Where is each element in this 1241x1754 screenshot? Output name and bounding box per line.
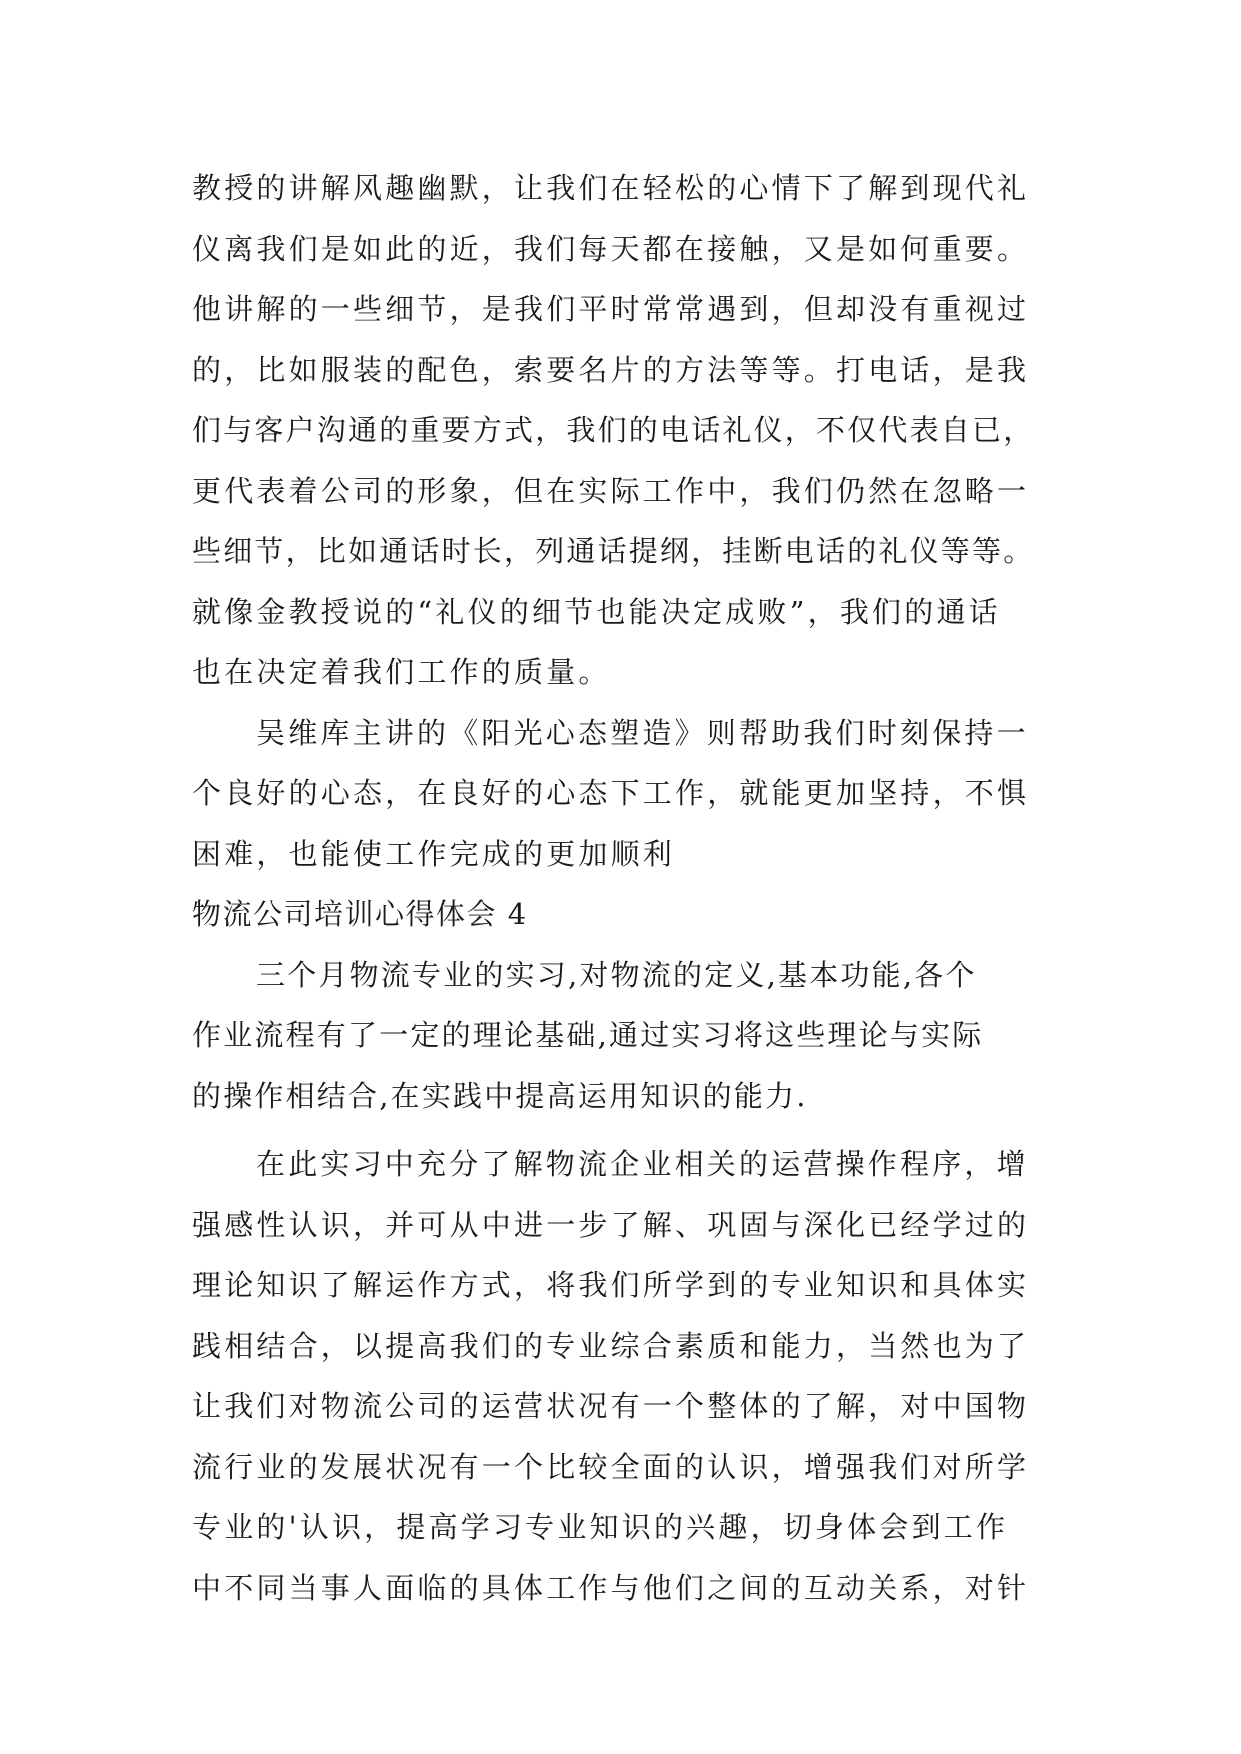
text-line: 中不同当事人面临的具体工作与他们之间的互动关系，对针	[192, 1570, 1030, 1605]
text-line: 他讲解的一些细节，是我们平时常常遇到，但却没有重视过	[192, 292, 1030, 326]
text-line: 强感性认识，并可从中进一步了解、巩固与深化已经学过的	[192, 1207, 1030, 1242]
section-heading	[192, 884, 1052, 945]
text-line: 也在决定着我们工作的质量。	[192, 655, 611, 689]
text-line: 更代表着公司的形象，但在实际工作中，我们仍然在忽略一	[192, 473, 1030, 508]
paragraph	[192, 703, 1052, 885]
text-line: 困难，也能使工作完成的更加顺利	[192, 836, 676, 871]
paragraph	[192, 1134, 1052, 1618]
text-line: 个良好的心态，在良好的心态下工作，就能更加坚持，不惧	[192, 776, 1030, 810]
text-line: 三个月物流专业的实习,对物流的定义,基本功能,各个	[256, 957, 977, 992]
paragraph	[192, 945, 1052, 1127]
document-body	[192, 158, 1052, 1618]
text-line: 就像金教授说的“礼仪的细节也能决定成败”，我们的通话	[192, 594, 1001, 629]
heading-text: 物流公司培训心得体会 4	[192, 897, 528, 931]
text-line: 让我们对物流公司的运营状况有一个整体的了解，对中国物	[192, 1389, 1030, 1423]
text-line: 的操作相结合,在实践中提高运用知识的能力.	[192, 1078, 808, 1113]
text-line: 流行业的发展状况有一个比较全面的认识，增强我们对所学	[192, 1449, 1030, 1484]
text-line: 践相结合，以提高我们的专业综合素质和能力，当然也为了	[192, 1328, 1030, 1363]
text-line: 些细节，比如通话时长，列通话提纲，挂断电话的礼仪等等。	[192, 534, 1035, 568]
text-line: 专业的'认识，提高学习专业知识的兴趣，切身体会到工作	[192, 1510, 1009, 1544]
text-line: 们与客户沟通的重要方式，我们的电话礼仪，不仅代表自已，	[192, 413, 1035, 447]
text-line: 教授的讲解风趣幽默，让我们在轻松的心情下了解到现代礼	[192, 171, 1030, 205]
text-line: 理论知识了解运作方式，将我们所学到的专业知识和具体实	[192, 1268, 1030, 1302]
text-line: 作业流程有了一定的理论基础,通过实习将这些理论与实际	[192, 1018, 984, 1052]
text-line: 的，比如服装的配色，索要名片的方法等等。打电话，是我	[192, 352, 1030, 387]
paragraph-gap	[192, 1126, 1052, 1134]
text-line: 仪离我们是如此的近，我们每天都在接触，又是如何重要。	[192, 231, 1030, 266]
paragraph	[192, 158, 1052, 703]
text-line: 在此实习中充分了解物流企业相关的运营操作程序，增	[256, 1147, 1029, 1181]
text-line: 吴维库主讲的《阳光心态塑造》则帮助我们时刻保持一	[256, 715, 1029, 750]
